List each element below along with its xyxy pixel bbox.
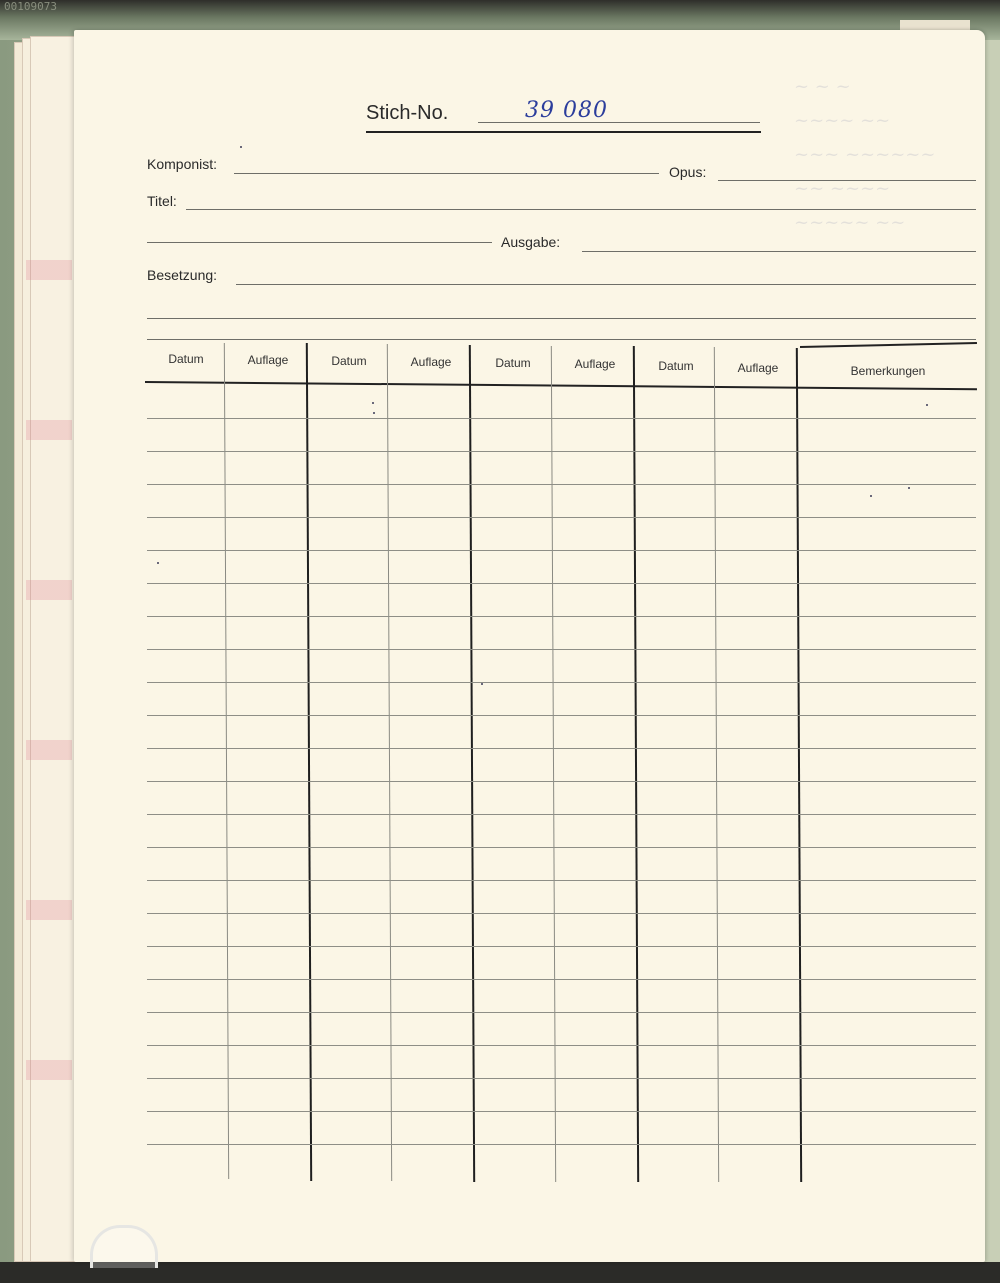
stich-no-line bbox=[478, 122, 760, 123]
titel-line bbox=[186, 209, 976, 210]
stich-no-underline bbox=[366, 131, 761, 133]
table-row bbox=[147, 616, 976, 617]
komponist-label: Komponist: bbox=[147, 156, 218, 172]
titel-line-2 bbox=[147, 242, 492, 243]
ausgabe-label: Ausgabe: bbox=[501, 234, 561, 250]
table-row bbox=[147, 847, 976, 848]
table-row bbox=[147, 1111, 976, 1112]
ink-speck bbox=[373, 412, 375, 414]
table-row bbox=[147, 913, 976, 914]
table-row bbox=[147, 484, 976, 485]
ink-speck bbox=[157, 562, 159, 564]
table-row bbox=[147, 814, 976, 815]
ink-speck bbox=[240, 146, 242, 148]
table-row bbox=[147, 781, 976, 782]
table-row bbox=[147, 583, 976, 584]
ink-speck bbox=[870, 495, 872, 497]
table-row bbox=[147, 682, 976, 683]
col-header-bemerkungen: Bemerkungen bbox=[850, 364, 926, 378]
table-row bbox=[147, 418, 976, 419]
col-header-datum-3: Datum bbox=[495, 356, 531, 370]
table-row bbox=[147, 880, 976, 881]
col-header-auflage-4: Auflage bbox=[737, 361, 779, 375]
ausgabe-line bbox=[582, 251, 976, 252]
table-row bbox=[147, 1078, 976, 1079]
table-row bbox=[147, 649, 976, 650]
table-top-line bbox=[147, 339, 976, 340]
col-header-auflage-1: Auflage bbox=[247, 353, 289, 367]
opus-line bbox=[718, 180, 976, 181]
bleed-through-writing: ~ ~ ~ ~~~~ ~~ ~~~ ~~~~~~ ~~ ~~~~ ~~~~~ ~~ bbox=[794, 76, 936, 233]
scan-id: 00109073 bbox=[4, 0, 57, 13]
stich-no-value: 39 080 bbox=[525, 98, 608, 123]
page-edge-marks bbox=[26, 170, 72, 1190]
table-row bbox=[147, 451, 976, 452]
komponist-line bbox=[234, 173, 659, 174]
table-row bbox=[147, 1012, 976, 1013]
ink-speck bbox=[908, 487, 910, 489]
titel-label: Titel: bbox=[147, 193, 177, 209]
besetzung-line bbox=[236, 284, 976, 285]
table-row bbox=[147, 946, 976, 947]
ink-speck bbox=[481, 683, 483, 685]
table-row bbox=[147, 1144, 976, 1145]
table-row bbox=[147, 550, 976, 551]
col-header-datum-2: Datum bbox=[331, 354, 367, 368]
besetzung-label: Besetzung: bbox=[147, 267, 218, 283]
besetzung-line-2 bbox=[147, 318, 976, 319]
col-header-datum-4: Datum bbox=[658, 359, 694, 373]
opus-label: Opus: bbox=[669, 164, 707, 180]
table-row bbox=[147, 715, 976, 716]
ink-speck bbox=[372, 402, 374, 404]
table-row bbox=[147, 979, 976, 980]
table-row bbox=[147, 1045, 976, 1046]
stich-no-label: Stich-No. bbox=[366, 102, 449, 124]
ink-speck bbox=[926, 404, 928, 406]
table-row bbox=[147, 748, 976, 749]
col-header-datum-1: Datum bbox=[168, 352, 204, 366]
table-row bbox=[147, 517, 976, 518]
col-header-auflage-2: Auflage bbox=[410, 355, 452, 369]
col-header-auflage-3: Auflage bbox=[574, 357, 616, 371]
